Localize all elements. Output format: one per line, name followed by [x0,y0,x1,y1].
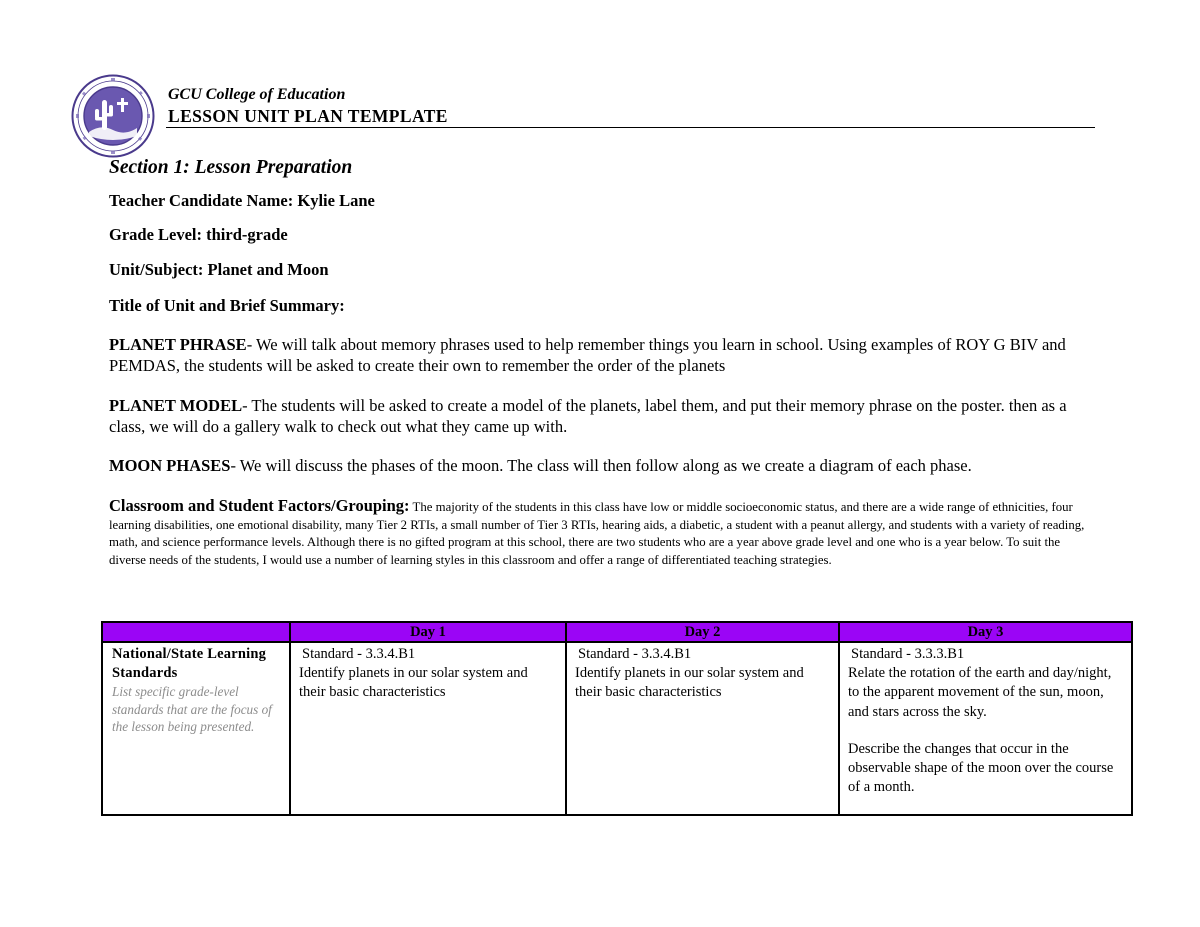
summary-text: - The students will be asked to create a model of the planets, label them, and put their memory phrase on the poster. then as a class, we will do a gallery walk to check out what they came up with. [109,396,1067,436]
summary-moon-phases [109,456,1069,477]
grade-level-field [109,225,288,245]
header-divider [166,127,1095,128]
header-day-3: Day 3 [839,622,1132,642]
summary-text: - We will discuss the phases of the moon. The class will then follow along as we create a diagram of each phase. [230,456,972,475]
template-title: LESSON UNIT PLAN TEMPLATE [168,106,448,126]
summary-planet-phrase [109,335,1069,376]
teacher-name-label: Teacher Candidate Name: [109,191,294,210]
day-2-standard-code: Standard - 3.3.4.B1 [578,646,692,662]
table-header-row [102,622,1132,642]
unit-subject-value: Planet and Moon [207,260,329,279]
day-2-standard-text: Identify planets in our solar system and their basic characteristics [575,665,804,701]
day-1-standard-text: Identify planets in our solar system and their basic characteristics [299,665,528,701]
unit-subject-label: Unit/Subject: [109,260,204,279]
header-day-1: Day 1 [290,622,566,642]
classroom-factors [109,497,1089,569]
standards-row-label: National/State Learning Standards [112,646,267,681]
day-3-standards-cell [839,642,1132,815]
college-name: GCU College of Education [168,86,346,103]
day-1-standards-cell [290,642,566,815]
day-3-standard-code: Standard - 3.3.3.B1 [851,646,965,662]
summary-lead: PLANET MODEL [109,396,243,415]
university-seal-logo [71,74,155,158]
standards-row-hint: List specific grade-level standards that are the focus of the lesson being presented. [112,684,272,735]
summary-lead: PLANET PHRASE [109,335,247,354]
day-2-standards-cell [566,642,839,815]
table-row-standards [102,642,1132,815]
teacher-name-field [109,191,375,211]
classroom-factors-label: Classroom and Student Factors/Grouping: [109,496,410,515]
unit-title-label: Title of Unit and Brief Summary: [109,296,345,315]
day-3-standard-text-2: Describe the changes that occur in the observable shape of the moon over the course of a month. [848,740,1114,796]
day-1-standard-code: Standard - 3.3.4.B1 [302,646,416,662]
section-title: Section 1: Lesson Preparation [109,157,353,178]
header-cell-empty [102,622,290,642]
teacher-name-value: Kylie Lane [297,191,375,210]
summary-lead: MOON PHASES [109,456,231,475]
row-label-cell [102,642,290,815]
summary-text: - We will talk about memory phrases used to help remember things you learn in school. Using examples of ROY G BIV and PEMDAS, the students will be asked to create their own to remember the order of the planets [109,335,1066,375]
unit-subject-field [109,260,329,280]
summary-planet-model [109,396,1069,437]
grade-level-label: Grade Level: [109,225,203,244]
header-day-2: Day 2 [566,622,839,642]
day-3-standard-text: Relate the rotation of the earth and day/night, to the apparent movement of the sun, moon, and stars across the sky. [848,665,1112,720]
grade-level-value: third-grade [206,225,288,244]
classroom-factors-text: The majority of the students in this class have low or middle socioeconomic status, and there are a wide range of ethnicities, four learning disabilities, one emotional disability, many Tier 2 RTIs, a small number of Tier 3 RTIs, hearing aids, a diabetic, a student with a peanut allergy, and students with a variety of reading, math, and science performance levels. Although there is no gifted program at this school, there are two students who are a year above grade level and one who is a year below. To suit the diverse needs of the students, I would use a number of learning styles in this classroom and offer a range of differentiated teaching strategies. [109,500,1085,567]
lesson-plan-table [101,621,1133,816]
